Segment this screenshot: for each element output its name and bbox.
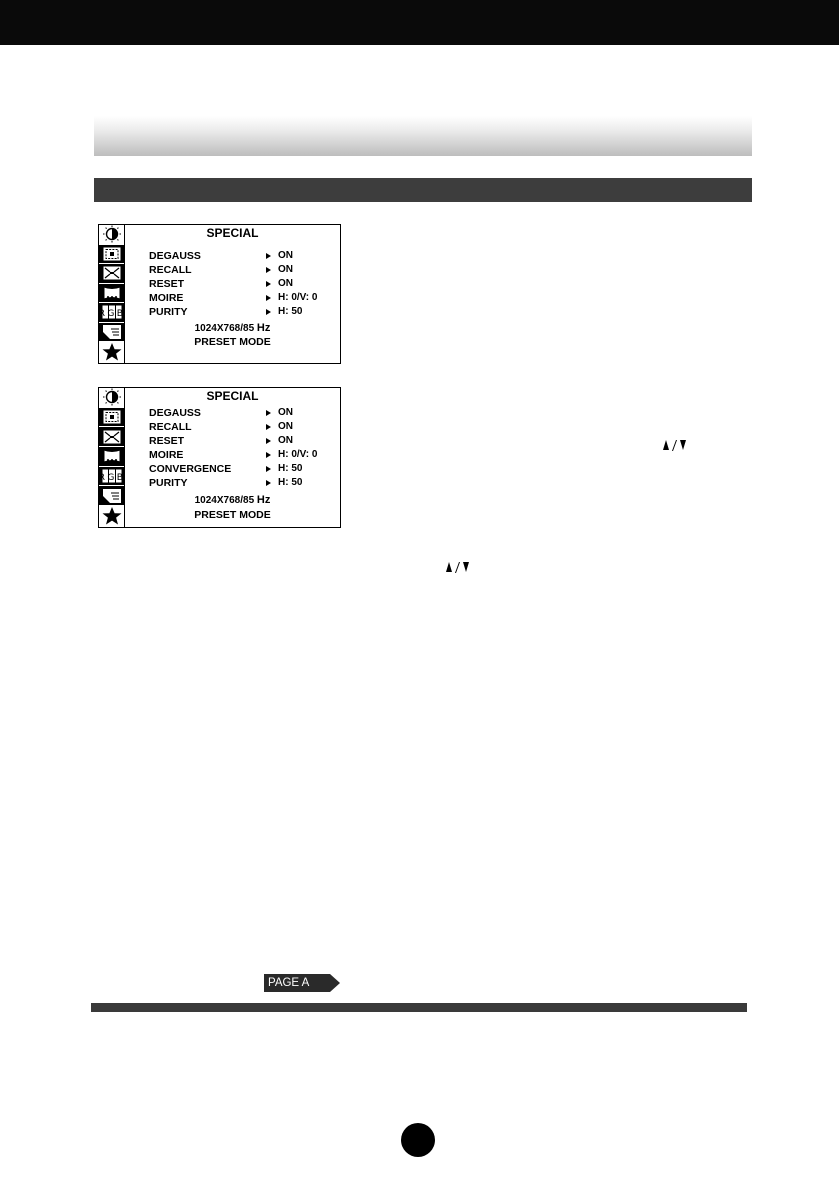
arrow-right-icon xyxy=(266,295,271,301)
rgb-icon xyxy=(99,467,124,487)
page-a-label: PAGE A xyxy=(264,974,330,992)
osd-resolution: 1024X768 xyxy=(194,323,241,334)
up-down-arrows-icon xyxy=(446,562,469,573)
arrow-right-icon xyxy=(266,309,271,315)
bottom-rule xyxy=(91,1003,747,1012)
brightness-icon xyxy=(99,225,124,245)
osd-row-label: DEGAUSS xyxy=(149,250,201,262)
osd-row-value: ON xyxy=(278,250,293,261)
osd-row-label: PURITY xyxy=(149,306,188,318)
osd-refresh: /85 xyxy=(240,495,255,506)
svg-text:RGB: RGB xyxy=(98,309,125,320)
osd-row-label: MOIRE xyxy=(149,449,184,461)
arrow-right-icon xyxy=(266,253,271,259)
osd-row-label: RESET xyxy=(149,435,185,447)
size-icon xyxy=(99,427,124,447)
osd-icon-column xyxy=(99,388,125,527)
osd-row-value: H: 50 xyxy=(278,477,303,488)
size-icon xyxy=(99,264,124,284)
osd-row-reset[interactable] xyxy=(149,277,340,291)
osd-row-recall[interactable] xyxy=(149,263,340,277)
svg-text:RGB: RGB xyxy=(98,473,125,484)
geometry-icon xyxy=(99,447,124,467)
osd-refresh: /85 xyxy=(240,323,255,334)
arrow-up-icon xyxy=(446,562,452,572)
language-icon xyxy=(99,486,124,506)
top-header-bar xyxy=(0,0,839,45)
special-star-icon xyxy=(99,342,124,363)
osd-row-value: ON xyxy=(278,264,293,275)
osd-row-label: PURITY xyxy=(149,477,188,489)
arrow-right-icon xyxy=(266,281,271,287)
osd-row-moire[interactable] xyxy=(149,448,340,462)
up-down-arrows-icon xyxy=(663,440,686,451)
osd-row-label: CONVERGENCE xyxy=(149,463,232,475)
osd-resolution: 1024X768 xyxy=(194,495,241,506)
geometry-icon xyxy=(99,284,124,304)
arrow-down-icon xyxy=(680,440,686,450)
osd-row-recall[interactable] xyxy=(149,420,340,434)
page-a-tag[interactable] xyxy=(264,974,340,992)
position-icon xyxy=(99,245,124,265)
osd-mode-line xyxy=(125,322,340,334)
osd-row-reset[interactable] xyxy=(149,434,340,448)
page-number-dot xyxy=(401,1123,435,1157)
special-star-icon xyxy=(99,506,124,527)
osd-row-purity[interactable] xyxy=(149,476,340,490)
osd-preset-mode: PRESET MODE xyxy=(194,509,271,521)
osd-mode-line xyxy=(125,494,340,506)
osd-refresh-unit: Hz xyxy=(256,322,271,334)
osd-row-label: DEGAUSS xyxy=(149,407,201,419)
arrow-right-icon xyxy=(266,480,271,486)
osd-title: SPECIAL xyxy=(206,226,259,240)
arrow-right-icon xyxy=(266,410,271,416)
arrow-right-icon xyxy=(266,466,271,472)
osd-rows xyxy=(149,406,340,490)
arrow-right-icon xyxy=(266,267,271,273)
osd-icon-column xyxy=(99,225,125,363)
osd-row-value: ON xyxy=(278,435,293,446)
tag-arrow-icon xyxy=(330,974,340,992)
section-bar xyxy=(94,178,752,202)
arrow-down-icon xyxy=(463,562,469,572)
language-icon xyxy=(99,323,124,343)
osd-row-degauss[interactable] xyxy=(149,406,340,420)
arrow-right-icon xyxy=(266,438,271,444)
osd-row-value: ON xyxy=(278,421,293,432)
osd-row-convergence[interactable] xyxy=(149,462,340,476)
osd-row-value: H: 0/V: 0 xyxy=(278,449,318,460)
brightness-icon xyxy=(99,388,124,408)
osd-preset-mode: PRESET MODE xyxy=(194,336,271,348)
osd-row-label: RECALL xyxy=(149,421,192,433)
osd-row-value: H: 0/V: 0 xyxy=(278,292,318,303)
arrow-right-icon xyxy=(266,424,271,430)
osd-row-value: H: 50 xyxy=(278,463,303,474)
arrow-up-icon xyxy=(663,440,669,450)
osd-rows xyxy=(149,249,340,319)
osd-row-value: ON xyxy=(278,278,293,289)
arrow-right-icon xyxy=(266,452,271,458)
osd-panel-special-1 xyxy=(98,224,341,364)
osd-row-label: MOIRE xyxy=(149,292,184,304)
osd-title: SPECIAL xyxy=(206,389,259,403)
title-band xyxy=(94,116,752,156)
osd-row-degauss[interactable] xyxy=(149,249,340,263)
rgb-icon xyxy=(99,303,124,323)
osd-row-label: RESET xyxy=(149,278,185,290)
osd-row-moire[interactable] xyxy=(149,291,340,305)
osd-row-value: ON xyxy=(278,407,293,418)
position-icon xyxy=(99,408,124,428)
osd-panel-special-2 xyxy=(98,387,341,528)
osd-refresh-unit: Hz xyxy=(256,494,271,506)
osd-row-label: RECALL xyxy=(149,264,192,276)
osd-row-purity[interactable] xyxy=(149,305,340,319)
osd-row-value: H: 50 xyxy=(278,306,303,317)
